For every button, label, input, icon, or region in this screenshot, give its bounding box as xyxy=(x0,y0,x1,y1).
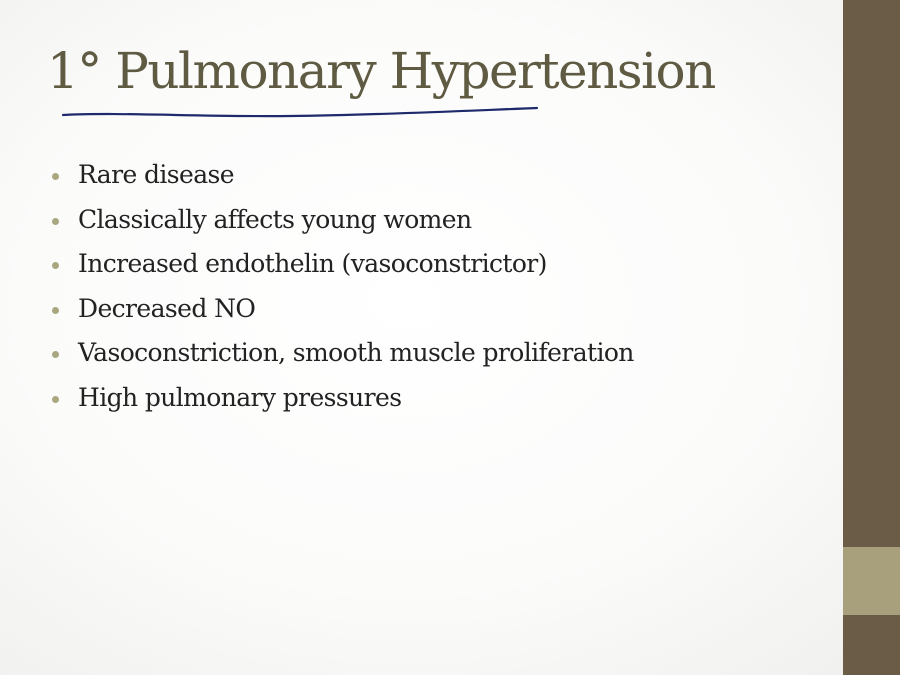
sidebar-dark-block xyxy=(843,0,900,547)
bullet-text: Vasoconstriction, smooth muscle proliferation xyxy=(78,338,634,367)
bullet-text: Rare disease xyxy=(78,160,234,189)
slide-title: 1° Pulmonary Hypertension xyxy=(47,42,715,100)
bullet-text: Classically affects young women xyxy=(78,204,472,234)
bullet-text: Increased endothelin (vasoconstrictor) xyxy=(78,249,547,278)
bullet-icon xyxy=(52,173,59,180)
sidebar-accent-block xyxy=(843,547,900,615)
bullet-icon xyxy=(52,396,59,403)
bullet-text: Decreased NO xyxy=(78,293,256,323)
underline-stroke xyxy=(63,108,537,116)
bullet-text: High pulmonary pressures xyxy=(78,382,402,412)
decorative-sidebar xyxy=(843,0,900,675)
bullet-icon xyxy=(52,218,59,225)
bullet-icon xyxy=(52,307,59,314)
bullet-icon xyxy=(52,262,59,269)
bullet-icon xyxy=(52,351,59,358)
sidebar-dark-block-bottom xyxy=(843,615,900,675)
